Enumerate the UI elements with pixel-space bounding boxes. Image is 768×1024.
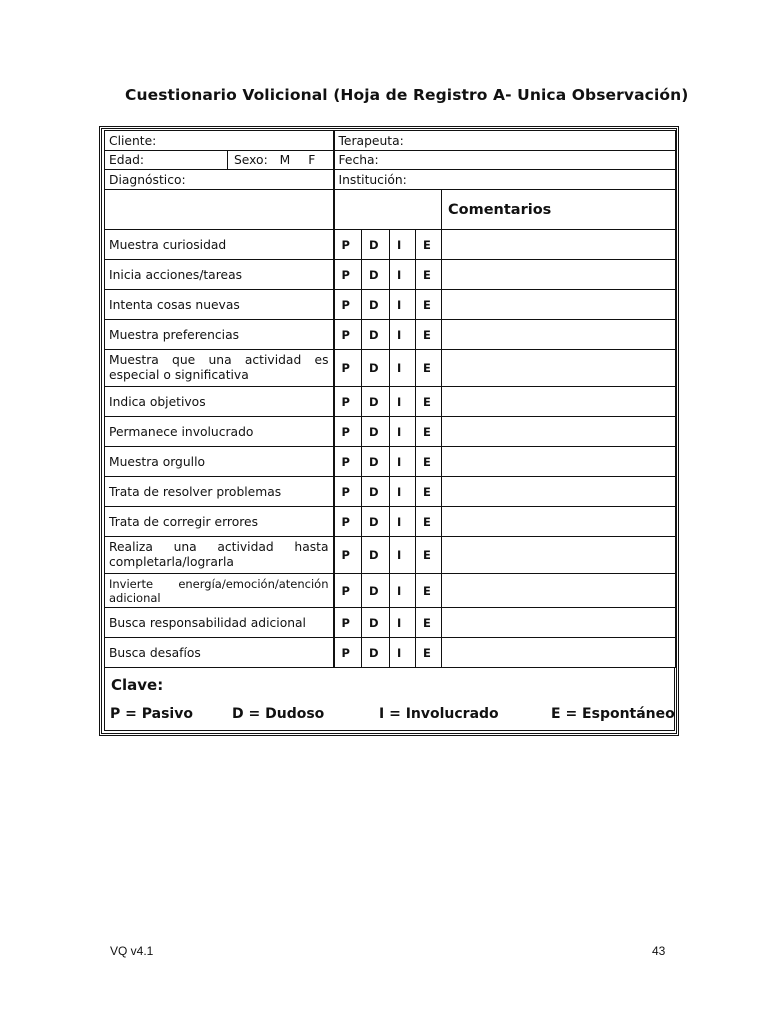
score-option-d[interactable]: D [362, 320, 390, 350]
table-row [105, 638, 676, 668]
header-row-age [105, 151, 676, 170]
score-option-e[interactable]: E [416, 290, 442, 320]
score-option-p[interactable]: P [334, 537, 362, 574]
table-row [105, 320, 676, 350]
item-label: Invierte energía/emoción/atención adicional [105, 574, 334, 608]
comment-cell[interactable] [442, 638, 676, 668]
scale-header-cell [334, 190, 442, 230]
comment-cell[interactable] [442, 290, 676, 320]
score-option-e[interactable]: E [416, 537, 442, 574]
table-row [105, 290, 676, 320]
comment-cell[interactable] [442, 350, 676, 387]
item-label: Muestra orgullo [105, 447, 334, 477]
comment-cell[interactable] [442, 417, 676, 447]
score-option-e[interactable]: E [416, 320, 442, 350]
score-option-d[interactable]: D [362, 230, 390, 260]
fecha-field[interactable] [334, 151, 676, 170]
score-option-e[interactable]: E [416, 638, 442, 668]
comment-cell[interactable] [442, 447, 676, 477]
comment-cell[interactable] [442, 507, 676, 537]
table-row [105, 537, 676, 574]
comment-cell[interactable] [442, 574, 676, 608]
item-label: Muestra preferencias [105, 320, 334, 350]
score-option-p[interactable]: P [334, 290, 362, 320]
score-option-i[interactable]: I [390, 350, 416, 387]
item-label: Trata de resolver problemas [105, 477, 334, 507]
item-label: Muestra que una actividad es especial o significativa [105, 350, 334, 387]
item-label: Inicia acciones/tareas [105, 260, 334, 290]
institucion-label: Institución: [338, 172, 407, 187]
score-option-e[interactable]: E [416, 230, 442, 260]
edad-label: Edad: [109, 153, 145, 167]
score-option-d[interactable]: D [362, 417, 390, 447]
sexo-field[interactable] [228, 151, 334, 170]
score-option-e[interactable]: E [416, 608, 442, 638]
table-row [105, 574, 676, 608]
key-involucrado: I = Involucrado [379, 706, 499, 722]
score-option-d[interactable]: D [362, 638, 390, 668]
score-option-i[interactable]: I [390, 507, 416, 537]
score-option-i[interactable]: I [390, 387, 416, 417]
key-dudoso: D = Dudoso [232, 706, 325, 722]
score-option-p[interactable]: P [334, 574, 362, 608]
score-option-d[interactable]: D [362, 608, 390, 638]
score-option-d[interactable]: D [362, 290, 390, 320]
table-row [105, 230, 676, 260]
footer-version: VQ v4.1 [110, 944, 154, 958]
score-option-d[interactable]: D [362, 537, 390, 574]
document-title: Cuestionario Volicional (Hoja de Registro A- Unica Observación) [125, 86, 689, 104]
score-option-d[interactable]: D [362, 260, 390, 290]
comentarios-heading: Comentarios [442, 190, 676, 230]
score-option-e[interactable]: E [416, 574, 442, 608]
fecha-label: Fecha: [338, 153, 379, 167]
score-option-p[interactable]: P [334, 447, 362, 477]
header-row-client [105, 131, 676, 151]
comment-cell[interactable] [442, 537, 676, 574]
score-option-p[interactable]: P [334, 260, 362, 290]
score-option-p[interactable]: P [334, 608, 362, 638]
score-option-d[interactable]: D [362, 447, 390, 477]
comment-cell[interactable] [442, 387, 676, 417]
score-option-i[interactable]: I [390, 477, 416, 507]
score-option-p[interactable]: P [334, 230, 362, 260]
blank-header-cell [105, 190, 334, 230]
score-option-p[interactable]: P [334, 507, 362, 537]
score-option-i[interactable]: I [390, 574, 416, 608]
score-option-d[interactable]: D [362, 477, 390, 507]
table-row [105, 447, 676, 477]
score-option-e[interactable]: E [416, 387, 442, 417]
comment-cell[interactable] [442, 477, 676, 507]
score-option-i[interactable]: I [390, 230, 416, 260]
score-option-i[interactable]: I [390, 608, 416, 638]
sexo-label: Sexo: [234, 153, 268, 167]
score-option-i[interactable]: I [390, 290, 416, 320]
item-label: Intenta cosas nuevas [105, 290, 334, 320]
score-option-p[interactable]: P [334, 387, 362, 417]
item-label: Muestra curiosidad [105, 230, 334, 260]
comment-cell[interactable] [442, 608, 676, 638]
diagnostico-label: Diagnóstico: [109, 172, 186, 187]
comment-cell[interactable] [442, 260, 676, 290]
score-option-p[interactable]: P [334, 477, 362, 507]
table-row [105, 417, 676, 447]
table-row [105, 477, 676, 507]
terapeuta-label: Terapeuta: [338, 133, 404, 148]
table-row [105, 260, 676, 290]
score-option-i[interactable]: I [390, 417, 416, 447]
score-option-d[interactable]: D [362, 507, 390, 537]
score-option-d[interactable]: D [362, 350, 390, 387]
score-option-e[interactable]: E [416, 260, 442, 290]
cliente-label: Cliente: [109, 133, 157, 148]
score-option-e[interactable]: E [416, 350, 442, 387]
score-option-e[interactable]: E [416, 477, 442, 507]
cliente-field[interactable] [105, 131, 334, 151]
sexo-f-option[interactable]: F [308, 153, 316, 167]
score-option-e[interactable]: E [416, 507, 442, 537]
sexo-m-option[interactable]: M [279, 153, 291, 167]
header-row-diagnosis [105, 170, 676, 190]
score-option-i[interactable]: I [390, 638, 416, 668]
terapeuta-field[interactable] [334, 131, 676, 151]
item-label: Permanece involucrado [105, 417, 334, 447]
footer-page-number: 43 [652, 944, 666, 958]
score-option-p[interactable]: P [334, 320, 362, 350]
score-option-i[interactable]: I [390, 260, 416, 290]
item-label: Trata de corregir errores [105, 507, 334, 537]
diagnostico-field[interactable] [105, 170, 334, 190]
score-option-p[interactable]: P [334, 638, 362, 668]
score-option-i[interactable]: I [390, 320, 416, 350]
header-row-comments [105, 190, 676, 230]
institucion-field[interactable] [334, 170, 676, 190]
key-title: Clave: [111, 676, 164, 694]
item-label: Realiza una actividad hasta completarla/lograrla [105, 537, 334, 574]
key-espontaneo: E = Espontáneo [551, 706, 675, 722]
score-option-d[interactable]: D [362, 574, 390, 608]
table-row [105, 608, 676, 638]
score-option-i[interactable]: I [390, 447, 416, 477]
questionnaire-table [104, 130, 676, 668]
item-label: Indica objetivos [105, 387, 334, 417]
score-option-p[interactable]: P [334, 417, 362, 447]
score-option-e[interactable]: E [416, 417, 442, 447]
score-option-d[interactable]: D [362, 387, 390, 417]
key-pasivo: P = Pasivo [110, 706, 193, 722]
table-row [105, 387, 676, 417]
score-option-e[interactable]: E [416, 447, 442, 477]
item-label: Busca desafíos [105, 638, 334, 668]
comment-cell[interactable] [442, 230, 676, 260]
edad-field[interactable] [105, 151, 228, 170]
table-row [105, 507, 676, 537]
table-row [105, 350, 676, 387]
comment-cell[interactable] [442, 320, 676, 350]
item-label: Busca responsabilidad adicional [105, 608, 334, 638]
key-box [104, 668, 675, 731]
score-option-i[interactable]: I [390, 537, 416, 574]
score-option-p[interactable]: P [334, 350, 362, 387]
